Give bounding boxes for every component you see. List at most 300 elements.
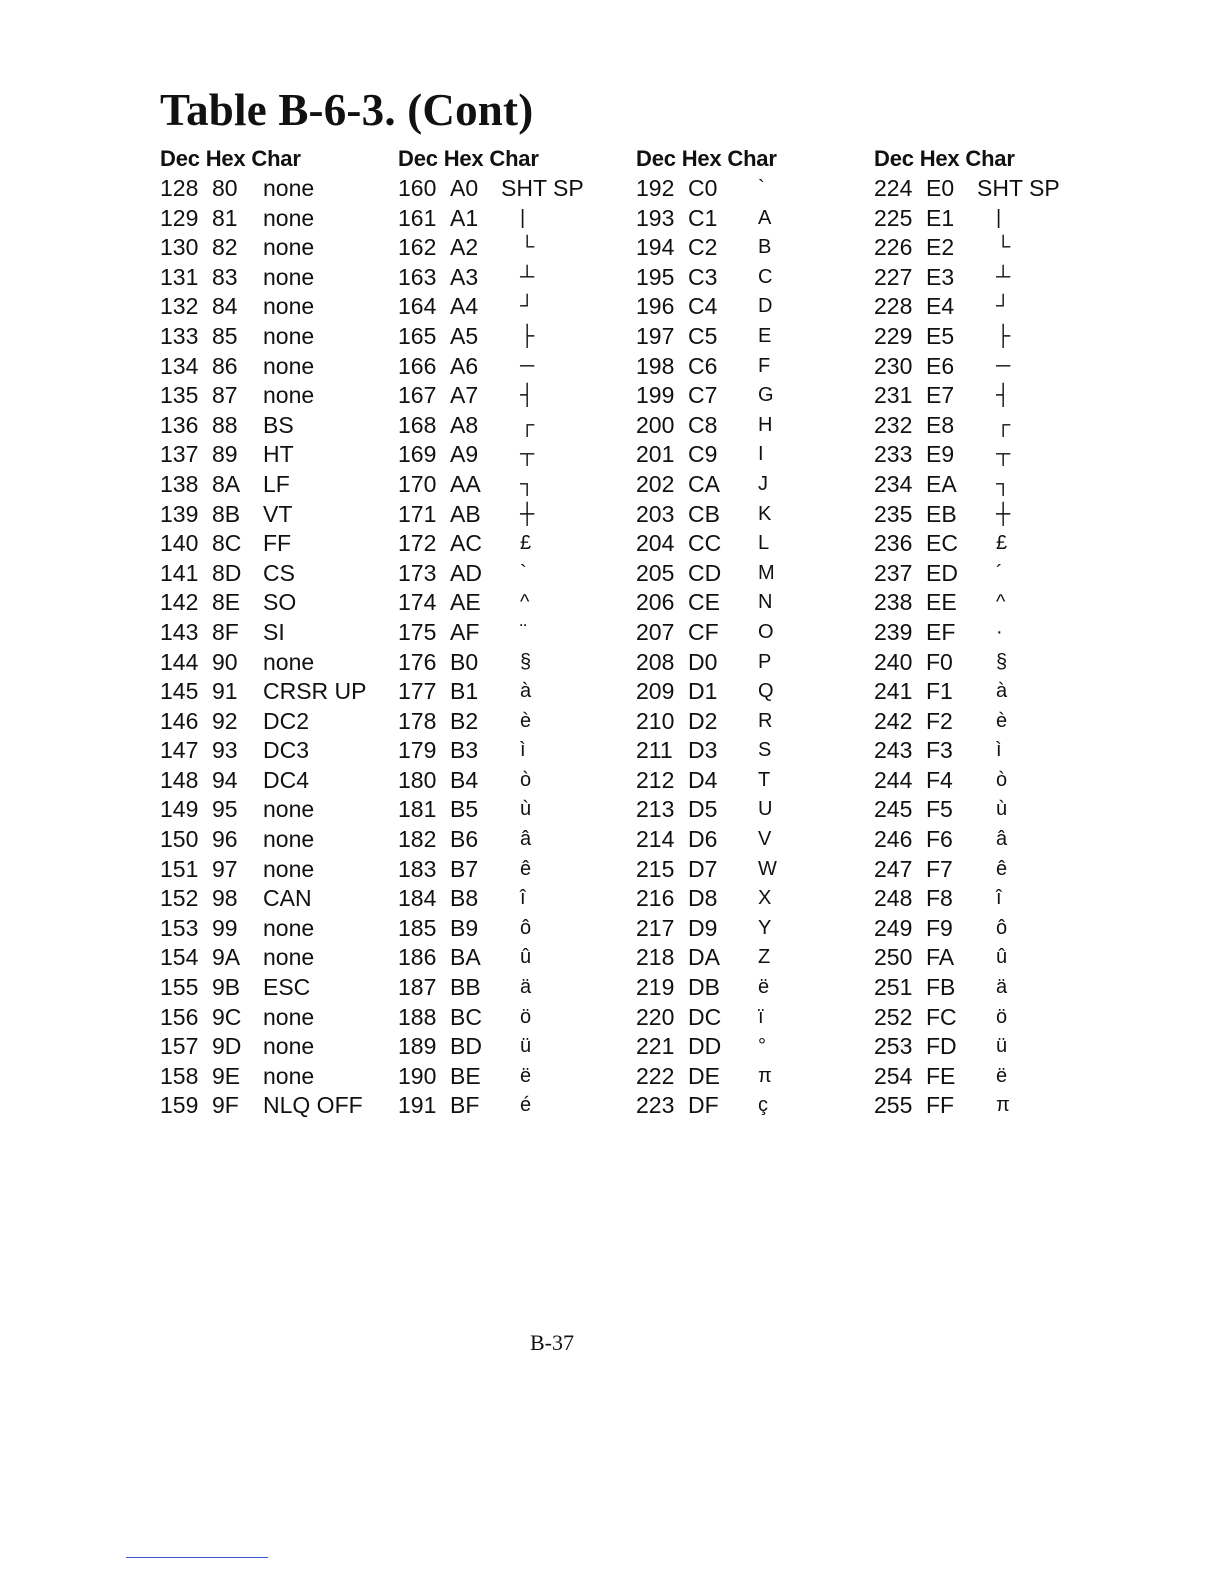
dec-cell: 171 (398, 500, 437, 527)
table-row (398, 470, 628, 500)
hex-cell: F1 (926, 678, 953, 705)
table-row (160, 322, 390, 352)
dec-cell: 240 (874, 648, 913, 675)
dec-cell: 197 (636, 322, 675, 349)
dec-cell: 212 (636, 766, 675, 793)
hex-cell: DB (688, 974, 720, 1001)
dec-cell: 143 (160, 618, 199, 645)
table-row (160, 292, 390, 322)
hex-cell: FD (926, 1033, 957, 1060)
char-cell: î (996, 887, 1002, 910)
char-cell: ` (520, 561, 527, 584)
dec-cell: 255 (874, 1092, 913, 1119)
table-row (398, 1003, 628, 1033)
hex-cell: 8F (212, 618, 239, 645)
char-cell: SHT SP (501, 175, 584, 201)
hex-cell: EB (926, 500, 957, 527)
table-row (636, 707, 866, 737)
char-cell: ü (520, 1035, 532, 1058)
table-row (874, 322, 1104, 352)
char-cell: none (263, 1062, 315, 1089)
table-row (874, 559, 1104, 589)
char-cell: S (758, 739, 772, 762)
table-row (874, 943, 1104, 973)
dec-cell: 221 (636, 1033, 675, 1060)
char-cell: ┤ (520, 384, 535, 407)
table-row (398, 618, 628, 648)
dec-cell: 250 (874, 944, 913, 971)
char-cell: ┬ (520, 443, 535, 466)
dec-cell: 128 (160, 175, 199, 201)
char-cell: ┼ (996, 502, 1011, 525)
hex-cell: E9 (926, 441, 955, 468)
hex-cell: AD (450, 559, 482, 586)
char-cell: DC4 (263, 766, 310, 793)
dec-cell: 147 (160, 737, 199, 764)
char-cell: none (263, 914, 315, 941)
dec-cell: 179 (398, 737, 437, 764)
hex-cell: 89 (212, 441, 238, 468)
dec-cell: 194 (636, 234, 675, 261)
table-row (160, 855, 390, 885)
char-cell: none (263, 648, 315, 675)
char-cell: └ (996, 236, 1011, 259)
hex-cell: 9E (212, 1062, 241, 1089)
char-cell: G (758, 384, 774, 407)
table-row (398, 559, 628, 589)
table-row (398, 174, 628, 204)
hex-cell: 8B (212, 500, 241, 527)
hex-cell: B9 (450, 914, 479, 941)
table-row (160, 174, 390, 204)
hex-cell: DD (688, 1033, 722, 1060)
hex-cell: E1 (926, 204, 955, 231)
dec-cell: 130 (160, 234, 199, 261)
dec-cell: 237 (874, 559, 913, 586)
dec-cell: 182 (398, 826, 437, 853)
hex-cell: 8D (212, 559, 242, 586)
char-cell: none (263, 352, 315, 379)
hex-cell: B0 (450, 648, 479, 675)
table-row (636, 559, 866, 589)
hex-cell: F2 (926, 707, 953, 734)
table-row (398, 1062, 628, 1092)
table-row (160, 1062, 390, 1092)
hex-cell: 97 (212, 855, 238, 882)
table-row (160, 1003, 390, 1033)
hex-cell: FF (926, 1092, 955, 1119)
table-row (398, 914, 628, 944)
dec-cell: 231 (874, 382, 913, 409)
hex-cell: 93 (212, 737, 238, 764)
char-cell: T (758, 768, 771, 791)
table-row (160, 618, 390, 648)
dec-cell: 134 (160, 352, 199, 379)
hex-cell: B3 (450, 737, 479, 764)
char-cell: L (758, 532, 770, 555)
char-cell: none (263, 855, 315, 882)
char-cell: | (520, 206, 526, 229)
char-cell: VT (263, 500, 293, 527)
char-cell: ê (520, 857, 532, 880)
table-row (874, 381, 1104, 411)
dec-cell: 210 (636, 707, 675, 734)
dec-cell: 239 (874, 618, 913, 645)
char-cell: ö (996, 1005, 1008, 1028)
table-row (398, 204, 628, 234)
char-cell: ┴ (520, 265, 535, 288)
dec-cell: 203 (636, 500, 675, 527)
hex-cell: 9A (212, 944, 241, 971)
table-row (636, 1003, 866, 1033)
table-row (874, 855, 1104, 885)
hex-cell: 99 (212, 914, 238, 941)
hex-cell: A1 (450, 204, 479, 231)
hex-cell: D7 (688, 855, 718, 882)
hex-cell: F0 (926, 648, 953, 675)
char-cell: Q (758, 680, 774, 703)
char-cell: £ (520, 532, 532, 555)
char-cell: ç (758, 1094, 768, 1117)
dec-cell: 144 (160, 648, 199, 675)
hex-cell: CD (688, 559, 722, 586)
char-cell: NLQ OFF (263, 1092, 363, 1119)
char-cell: ü (996, 1035, 1008, 1058)
dec-cell: 167 (398, 382, 437, 409)
table-row (636, 648, 866, 678)
char-cell: F (758, 354, 771, 377)
table-row (874, 1062, 1104, 1092)
char-cell: ─ (520, 354, 535, 377)
dec-cell: 180 (398, 766, 437, 793)
hex-cell: E3 (926, 263, 955, 290)
dec-cell: 172 (398, 530, 437, 557)
hex-cell: A6 (450, 352, 479, 379)
char-cell: HT (263, 441, 294, 468)
table-row (874, 263, 1104, 293)
char-cell: û (996, 946, 1008, 969)
char-cell: ò (520, 768, 532, 791)
table-title: Table B-6-3. (Cont) (160, 85, 534, 135)
table-row (874, 1032, 1104, 1062)
dec-cell: 156 (160, 1003, 199, 1030)
char-cell: ä (520, 976, 532, 999)
dec-cell: 178 (398, 707, 437, 734)
dec-cell: 152 (160, 885, 199, 912)
dec-cell: 137 (160, 441, 199, 468)
char-cell: â (520, 828, 532, 851)
hex-cell: A0 (450, 175, 479, 201)
table-row (636, 470, 866, 500)
hex-cell: 90 (212, 648, 238, 675)
char-cell: û (520, 946, 532, 969)
hex-cell: C4 (688, 293, 718, 320)
table-row (636, 500, 866, 530)
dec-cell: 251 (874, 974, 913, 1001)
table-row (636, 233, 866, 263)
hex-cell: D6 (688, 826, 718, 853)
hex-cell: F8 (926, 885, 953, 912)
table-row (636, 677, 866, 707)
table-column-1 (160, 144, 390, 1121)
table-row (398, 884, 628, 914)
char-cell: U (758, 798, 773, 821)
table-row (636, 352, 866, 382)
table-row (160, 795, 390, 825)
table-row (398, 736, 628, 766)
table-row (398, 381, 628, 411)
char-cell: ┘ (996, 295, 1011, 318)
dec-cell: 224 (874, 175, 913, 201)
char-cell: none (263, 826, 315, 853)
dec-cell: 148 (160, 766, 199, 793)
char-cell: none (263, 382, 315, 409)
char-cell: ù (520, 798, 532, 821)
dec-cell: 190 (398, 1062, 437, 1089)
hex-cell: CB (688, 500, 720, 527)
dec-cell: 142 (160, 589, 199, 616)
char-cell: · (996, 620, 1003, 643)
dec-cell: 174 (398, 589, 437, 616)
char-cell: ô (520, 916, 532, 939)
table-row (160, 381, 390, 411)
hex-cell: 81 (212, 204, 238, 231)
char-cell: ° (758, 1035, 766, 1058)
dec-cell: 234 (874, 470, 913, 497)
table-row (398, 1091, 628, 1121)
dec-cell: 204 (636, 530, 675, 557)
char-cell: § (520, 650, 532, 673)
hex-cell: C3 (688, 263, 718, 290)
char-cell: ^ (996, 591, 1006, 614)
hex-cell: BA (450, 944, 481, 971)
dec-cell: 238 (874, 589, 913, 616)
table-row (874, 707, 1104, 737)
table-row (874, 440, 1104, 470)
dec-cell: 132 (160, 293, 199, 320)
table-row (636, 204, 866, 234)
dec-cell: 206 (636, 589, 675, 616)
char-cell: ┼ (520, 502, 535, 525)
hex-cell: DE (688, 1062, 720, 1089)
char-cell: ` (758, 177, 765, 199)
hex-cell: CF (688, 618, 719, 645)
table-row (398, 588, 628, 618)
dec-cell: 220 (636, 1003, 675, 1030)
hex-cell: 96 (212, 826, 238, 853)
char-cell: ì (996, 739, 1002, 762)
dec-cell: 227 (874, 263, 913, 290)
hex-cell: A2 (450, 234, 479, 261)
char-cell: BS (263, 411, 294, 438)
hex-cell: 80 (212, 175, 238, 201)
hex-cell: B6 (450, 826, 479, 853)
dec-cell: 217 (636, 914, 675, 941)
table-row (874, 795, 1104, 825)
hex-cell: D2 (688, 707, 718, 734)
hex-cell: DA (688, 944, 720, 971)
hex-cell: 82 (212, 234, 238, 261)
hex-cell: 95 (212, 796, 238, 823)
hex-cell: A7 (450, 382, 479, 409)
table-row (398, 825, 628, 855)
table-row (636, 440, 866, 470)
char-cell: π (758, 1064, 772, 1087)
char-cell: M (758, 561, 775, 584)
char-cell: LF (263, 470, 290, 497)
hex-cell: CC (688, 530, 722, 557)
char-cell: C (758, 265, 773, 288)
dec-cell: 214 (636, 826, 675, 853)
hex-cell: 94 (212, 766, 238, 793)
table-row (874, 204, 1104, 234)
char-cell: none (263, 1003, 315, 1030)
hex-cell: EE (926, 589, 957, 616)
table-row (160, 884, 390, 914)
table-column-4 (874, 144, 1104, 1121)
hex-cell: 8A (212, 470, 241, 497)
hex-cell: D5 (688, 796, 718, 823)
char-cell: SI (263, 618, 285, 645)
dec-cell: 230 (874, 352, 913, 379)
hex-cell: FC (926, 1003, 957, 1030)
char-cell: ├ (520, 324, 535, 347)
table-row (160, 204, 390, 234)
table-row (874, 648, 1104, 678)
table-row (160, 1091, 390, 1121)
dec-cell: 165 (398, 322, 437, 349)
char-cell: SO (263, 589, 297, 616)
char-cell: ì (520, 739, 526, 762)
char-cell: none (263, 234, 315, 261)
char-cell: è (996, 709, 1008, 732)
char-cell: K (758, 502, 772, 525)
dec-cell: 136 (160, 411, 199, 438)
table-row (160, 588, 390, 618)
hex-cell: AF (450, 618, 480, 645)
table-row (636, 914, 866, 944)
char-cell: π (996, 1094, 1010, 1117)
table-row (160, 914, 390, 944)
char-cell: none (263, 204, 315, 231)
hex-cell: C5 (688, 322, 718, 349)
char-cell: Z (758, 946, 771, 969)
table-row (636, 322, 866, 352)
table-row (398, 707, 628, 737)
hex-cell: 98 (212, 885, 238, 912)
dec-cell: 161 (398, 204, 437, 231)
char-cell: ù (996, 798, 1008, 821)
dec-cell: 219 (636, 974, 675, 1001)
dec-cell: 153 (160, 914, 199, 941)
dec-cell: 196 (636, 293, 675, 320)
char-cell: à (996, 680, 1008, 703)
hex-cell: F4 (926, 766, 953, 793)
table-row (636, 1091, 866, 1121)
table-row (636, 1062, 866, 1092)
dec-cell: 202 (636, 470, 675, 497)
hex-cell: B1 (450, 678, 479, 705)
table-row (398, 352, 628, 382)
char-cell: ¨ (520, 620, 527, 643)
hex-cell: 9B (212, 974, 241, 1001)
column-header: Dec Hex Char (160, 146, 301, 171)
table-row (874, 1003, 1104, 1033)
hex-cell: 83 (212, 263, 238, 290)
hex-cell: C8 (688, 411, 718, 438)
hex-cell: E5 (926, 322, 955, 349)
char-cell: ┐ (520, 472, 535, 495)
hex-cell: C6 (688, 352, 718, 379)
hex-cell: EF (926, 618, 956, 645)
dec-cell: 244 (874, 766, 913, 793)
table-row (398, 322, 628, 352)
char-cell: none (263, 1033, 315, 1060)
dec-cell: 146 (160, 707, 199, 734)
hex-cell: F6 (926, 826, 953, 853)
hex-cell: 9D (212, 1033, 242, 1060)
dec-cell: 138 (160, 470, 199, 497)
hex-cell: BF (450, 1092, 480, 1119)
char-cell: ï (758, 1005, 764, 1028)
hex-cell: 92 (212, 707, 238, 734)
char-cell: ë (996, 1064, 1008, 1087)
dec-cell: 135 (160, 382, 199, 409)
hex-cell: BD (450, 1033, 482, 1060)
char-cell: CRSR UP (263, 678, 367, 705)
hex-cell: C9 (688, 441, 718, 468)
dec-cell: 169 (398, 441, 437, 468)
dec-cell: 177 (398, 678, 437, 705)
hex-cell: CE (688, 589, 720, 616)
table-row (160, 943, 390, 973)
table-row (636, 825, 866, 855)
table-row (636, 943, 866, 973)
char-cell: none (263, 322, 315, 349)
hex-cell: CA (688, 470, 720, 497)
dec-cell: 157 (160, 1033, 199, 1060)
hex-cell: A3 (450, 263, 479, 290)
dec-cell: 159 (160, 1092, 199, 1119)
table-row (160, 973, 390, 1003)
char-cell: J (758, 472, 768, 495)
hex-cell: D3 (688, 737, 718, 764)
dec-cell: 200 (636, 411, 675, 438)
hex-cell: FA (926, 944, 955, 971)
char-cell: ô (996, 916, 1008, 939)
char-cell: D (758, 295, 773, 318)
table-row (874, 411, 1104, 441)
table-row (874, 233, 1104, 263)
table-row (160, 470, 390, 500)
table-row (874, 677, 1104, 707)
table-row (636, 618, 866, 648)
table-row (160, 677, 390, 707)
table-row (398, 855, 628, 885)
hex-cell: D0 (688, 648, 718, 675)
dec-cell: 191 (398, 1092, 437, 1119)
hex-cell: D8 (688, 885, 718, 912)
hex-cell: FE (926, 1062, 956, 1089)
dec-cell: 205 (636, 559, 675, 586)
table-row (398, 263, 628, 293)
table-row (160, 648, 390, 678)
dec-cell: 195 (636, 263, 675, 290)
char-cell: E (758, 324, 772, 347)
dec-cell: 188 (398, 1003, 437, 1030)
char-cell: ä (996, 976, 1008, 999)
table-row (160, 352, 390, 382)
